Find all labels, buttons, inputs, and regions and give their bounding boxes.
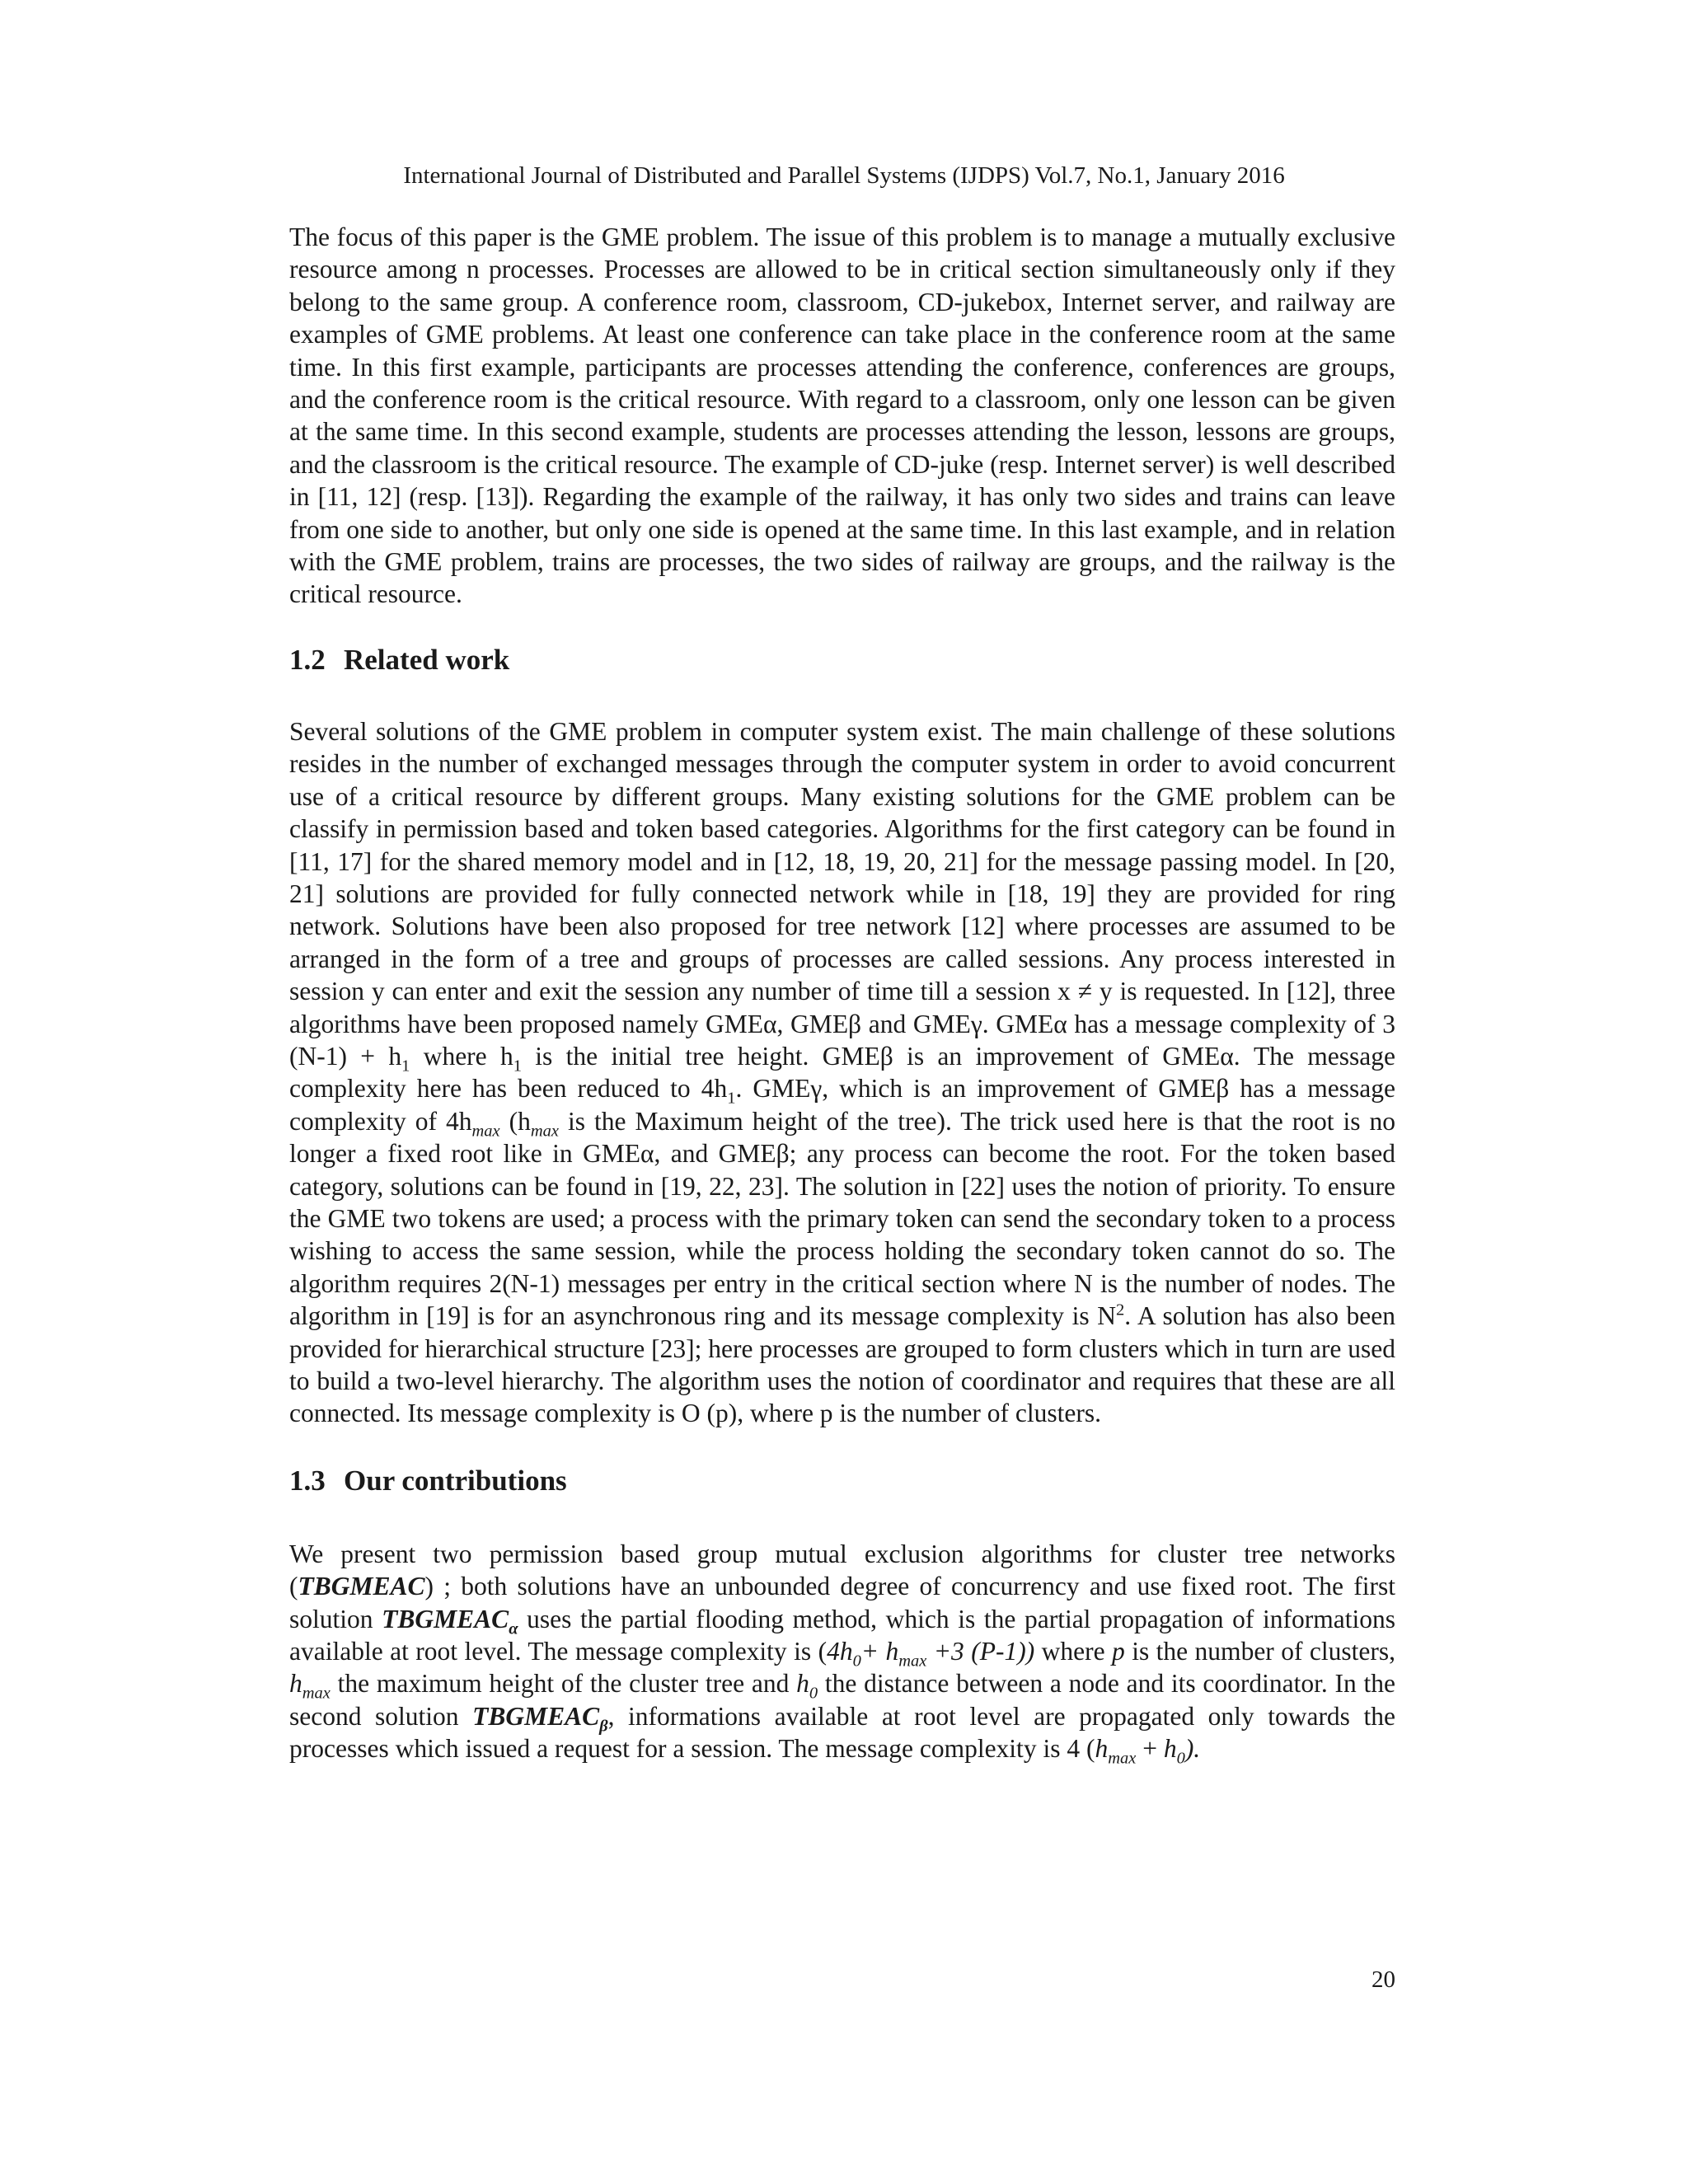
formula-subscript: max [302,1684,331,1703]
formula-run: +3 (P-1)) [926,1637,1035,1666]
text-run: We present two permission based group mutual exclusion algorithms for cluster tree networks ( [289,1539,1395,1601]
formula-subscript: max [898,1652,927,1671]
text-run: + [1136,1734,1164,1764]
text-run: . GMEγ, which is an improvement of GMEβ has a message complexity of 4h [289,1074,1395,1136]
formula-subscript: 0 [852,1652,861,1671]
section-number: 1.3 [289,1464,326,1497]
text-run: . A solution has also been provided for hierarchical structure [23]; here processes are grouped to form clusters which in turn are used to build a two-level hierarchy. The algorithm uses the notion of coordinator and requires that these are all connected. Its message complexity is O (p), where p is the number of clusters. [289,1301,1395,1428]
formula-run: h [289,1669,302,1699]
formula-run: + h [860,1637,899,1666]
text-run: uses the partial flooding method, which is the partial propagation of informations available at root level. The message complexity is ( [289,1604,1395,1666]
formula-run: p [1112,1637,1125,1666]
section-heading-related-work [289,642,1395,678]
text-run: Several solutions of the GME problem in computer system exist. The main challenge of these solutions resides in the number of exchanged messages through the computer system in order to avoid concurrent use of a critical resource by different groups. Many existing solutions for the GME problem can be classify in permission based and token based categories. Algorithms for the first category can be found in [11, 17] for the shared memory model and in [12, 18, 19, 20, 21] for the message passing model. In [20, 21] solutions are provided for fully connected network while in [18, 19] they are provided for ring network. Solutions have been also proposed for tree network [12] where processes are assumed to be arranged in the form of a tree and groups of processes are called sessions. Any process interested in session y can enter and exit the session any number of time till a session x ≠ y is requested. In [12], three algorithms have been proposed namely GMEα, GMEβ and GMEγ. GMEα has a message complexity of 3 (N-1) + h [289,716,1395,1071]
page-body [289,221,1396,1768]
text-run: is the number of clusters, [1124,1637,1395,1666]
algorithm-subscript: β [599,1717,608,1736]
subscript: 1 [401,1057,410,1076]
formula-run: ). [1184,1734,1201,1764]
text-run: the distance between a node and its coordinator. In the second solution [289,1669,1395,1731]
text-run: where h [410,1041,513,1071]
intro-paragraph: The focus of this paper is the GME problem. The issue of this problem is to manage a mutually exclusive resource among n processes. Processes are allowed to be in critical section simultaneously only if they belong to the same group. A conference room, classroom, CD-jukebox, Internet server, and railway are examples of GME problems. At least one conference can take place in the conference room at the same time. In this first example, participants are processes attending the conference, conferences are groups, and the conference room is the critical resource. With regard to a classroom, only one lesson can be given at the same time. In this second example, students are processes attending the lesson, lessons are groups, and the classroom is the critical resource. The example of CD-juke (resp. Internet server) is well described in [11, 12] (resp. [13]). Regarding the example of the railway, it has only two sides and trains can leave from one side to another, but only one side is opened at the same time. In this last example, and in relation with the GME problem, trains are processes, the two sides of railway are groups, and the railway is the critical resource. [289,223,1395,609]
formula-subscript: 0 [1176,1749,1185,1768]
algorithm-name: TBGMEAC [382,1604,509,1633]
text-run: is the Maximum height of the tree). The trick used here is that the root is no longer a fixed root like in GMEα, and GMEβ; any process can become the root. For the token based category, solutions can be found in [19, 22, 23]. The solution in [22] uses the notion of priority. To ensure the GME two tokens are used; a process with the primary token can send the secondary token to a process wishing to access the same session, while the process holding the secondary token cannot do so. The algorithm requires 2(N-1) messages per entry in the critical section where N is the number of nodes. The algorithm in [19] is for an asynchronous ring and its message complexity is N [289,1106,1395,1331]
subscript: max [471,1122,500,1141]
text-run: the maximum height of the cluster tree and [330,1669,797,1699]
formula-run: h [1163,1734,1177,1764]
related-work-paragraph [289,715,1395,1430]
formula-subscript: max [1108,1749,1137,1768]
subscript: 1 [513,1057,522,1076]
contributions-paragraph [289,1538,1395,1768]
section-title: Our contributions [344,1464,567,1497]
section-title: Related work [344,643,510,676]
running-header: International Journal of Distributed and Parallel Systems (IJDPS) Vol.7, No.1, January 2016 [403,162,1285,189]
text-run: ) ; both solutions have an unbounded degree of concurrency and use fixed root. The first solution [289,1572,1395,1633]
formula-run: 4h [827,1637,853,1666]
section-number: 1.2 [289,643,326,676]
text-run: where [1034,1637,1113,1666]
formula-subscript: 0 [809,1684,818,1703]
algorithm-subscript: α [509,1619,518,1638]
text-run: , informations available at root level are propagated only towards the processes which issued a request for a session. The message complexity is 4 ( [289,1701,1395,1764]
section-heading-contributions [289,1463,1395,1499]
subscript: max [530,1122,559,1141]
algorithm-name: TBGMEAC [298,1572,425,1601]
subscript: 1 [727,1089,736,1108]
text-run: (h [499,1106,531,1136]
text-run: is the initial tree height. GMEβ is an improvement of GMEα. The message complexity here has been reduced to 4h [289,1041,1396,1104]
formula-run: h [796,1669,809,1699]
algorithm-name: TBGMEAC [472,1701,600,1731]
formula-run: h [1095,1734,1109,1764]
superscript: 2 [1115,1301,1125,1319]
page-number: 20 [1372,1966,1395,1993]
